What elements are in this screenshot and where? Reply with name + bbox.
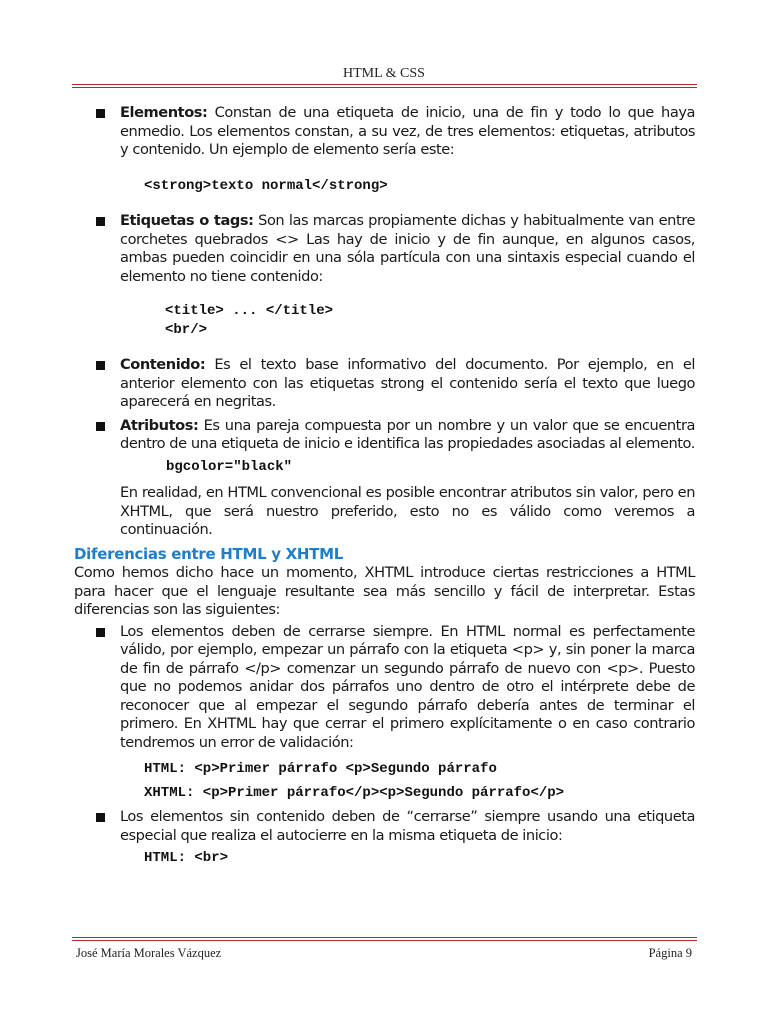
- code-example: [74, 458, 695, 477]
- code-line: XHTML: <p>Primer párrafo</p><p>Segundo párrafo</p>: [144, 785, 565, 801]
- term-label: Etiquetas o tags:: [120, 212, 254, 229]
- code-line: bgcolor="black": [166, 458, 293, 475]
- code-example: [74, 302, 695, 339]
- term-label: Elementos:: [120, 104, 208, 121]
- code-example: [74, 849, 695, 868]
- bullet-square-icon: [96, 361, 105, 370]
- list-item-atributos: [74, 417, 695, 454]
- code-line: HTML: <br>: [144, 850, 229, 866]
- item-text: Los elementos deben de cerrarse siempre. En HTML normal es perfectamente válido, por ejemplo, empezar un párrafo con la etiqueta <p> y, sin poner la marca de fin de párrafo </p> comenzar un segundo párrafo de nuevo con <p>. Puesto que no podemos anidar dos párrafos uno dentro de otro el intérprete debe de reconocer que al empezar el segundo párrafo debería antes de terminar el primero. En XHTML hay que cerrar el primero explícitamente o en caso contrario tendremos un error de validación:: [120, 622, 695, 751]
- bullet-square-icon: [96, 217, 105, 226]
- section-heading: Diferencias entre HTML y XHTML: [74, 544, 343, 563]
- footer-page-number: Página 9: [648, 946, 692, 960]
- list-item-elementos: [74, 104, 695, 160]
- section-intro: Como hemos dicho hace un momento, XHTML introduce ciertas restricciones a HTML para hacer que el lenguaje resultante sea más sencillo y fácil de interpretar. Estas diferencias son las siguientes:: [74, 564, 695, 618]
- item-text: Es el texto base informativo del documento. Por ejemplo, en el anterior elemento con las etiquetas strong el contenido sería el texto que luego aparecerá en negritas.: [120, 356, 695, 410]
- page-header-title: HTML & CSS: [343, 66, 425, 81]
- list-item-diff-2: [74, 808, 695, 845]
- item-text: Constan de una etiqueta de inicio, una de fin y todo lo que haya enmedio. Los elementos constan, a su vez, de tres elementos: etiquetas, atributos y contenido. Un ejemplo de elemento sería este:: [120, 104, 695, 158]
- code-line: HTML: <p>Primer párrafo <p>Segundo párrafo: [144, 761, 497, 777]
- code-line: <strong>texto normal</strong>: [144, 177, 388, 194]
- code-line: <title> ... </title>: [165, 303, 334, 319]
- item-text: Es una pareja compuesta por un nombre y un valor que se encuentra dentro de una etiqueta de inicio e identifica las propiedades asociadas al elemento.: [120, 416, 695, 452]
- code-example: [74, 757, 695, 805]
- header-rule: [72, 84, 697, 88]
- page-content: [74, 104, 695, 868]
- bullet-square-icon: [96, 109, 105, 118]
- list-item-etiquetas: [74, 212, 695, 286]
- bullet-square-icon: [96, 628, 105, 637]
- code-example: [74, 177, 695, 196]
- footer-rule: [72, 937, 697, 941]
- term-label: Contenido:: [120, 356, 206, 373]
- footer-author: José María Morales Vázquez: [76, 946, 222, 960]
- list-item-diff-1: [74, 623, 695, 753]
- bullet-square-icon: [96, 813, 105, 822]
- list-item-contenido: [74, 356, 695, 412]
- item-text: Son las marcas propiamente dichas y habitualmente van entre corchetes quebrados <> Las hay de inicio y de fin aunque, en algunos casos, ambas pueden coincidir en una sóla partícula con una sintaxis especial cuando el elemento no tiene contenido:: [120, 212, 695, 285]
- bullet-square-icon: [96, 422, 105, 431]
- attributes-note: En realidad, en HTML convencional es posible encontrar atributos sin valor, pero en XHTML, que será nuestro preferido, esto no es válido como veremos a continuación.: [120, 484, 695, 538]
- item-text: Los elementos sin contenido deben de “cerrarse” siempre usando una etiqueta especial que realiza el autocierre en la misma etiqueta de inicio:: [120, 808, 695, 844]
- code-line: <br/>: [165, 321, 208, 338]
- term-label: Atributos:: [120, 416, 199, 434]
